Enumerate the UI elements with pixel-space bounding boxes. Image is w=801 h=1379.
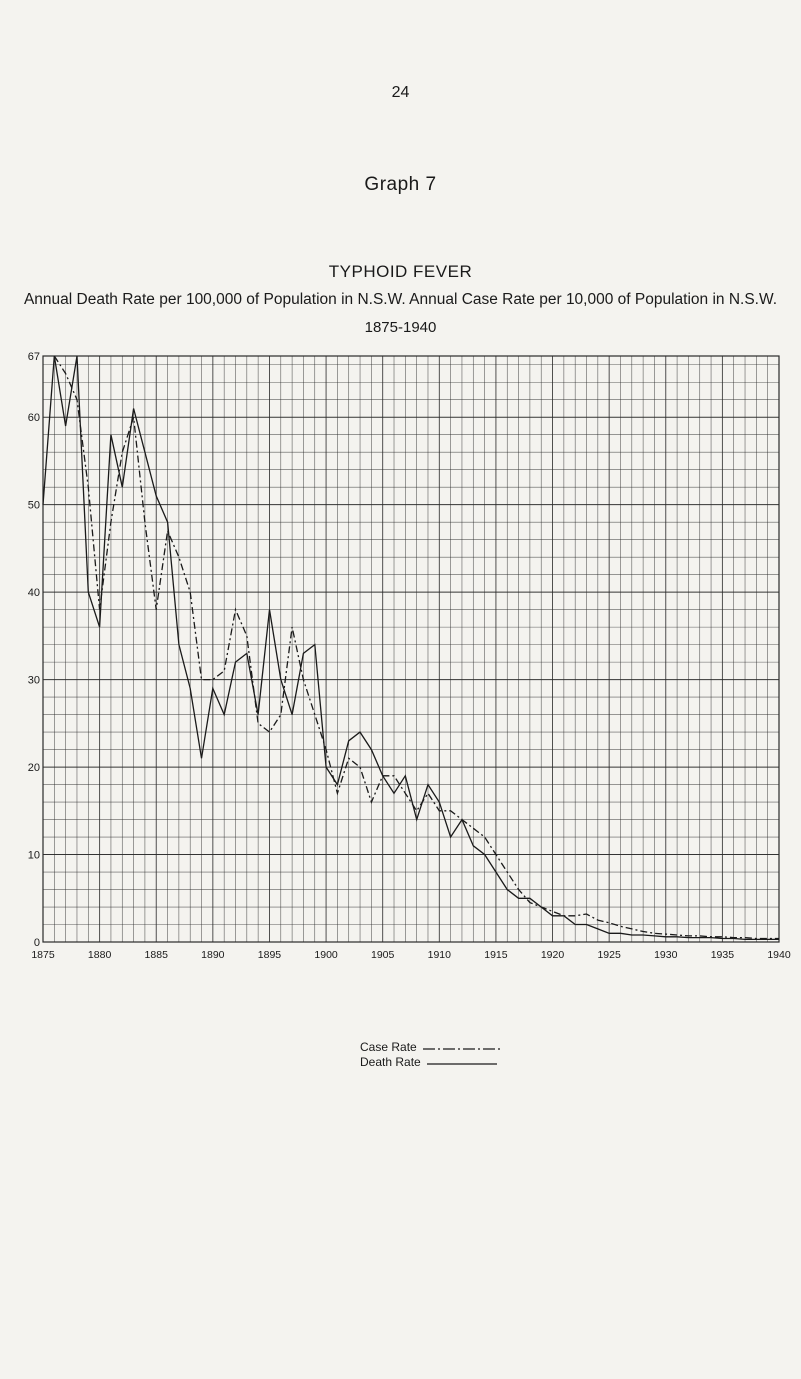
x-tick-label: 1895 — [257, 949, 282, 961]
x-tick-label: 1935 — [710, 949, 735, 961]
x-tick-label: 1940 — [767, 949, 791, 961]
y-tick-label: 50 — [27, 499, 40, 512]
page-number: 24 — [391, 84, 410, 101]
chart-subtitle: Annual Death Rate per 100,000 of Population in N.S.W. Annual Case Rate per 10,000 of Population in N.S.W. — [23, 291, 778, 308]
chart-legend — [360, 1040, 505, 1070]
chart-title: TYPHOID FEVER — [328, 262, 473, 281]
x-tick-label: 1930 — [654, 949, 678, 961]
y-tick-label: 67 — [27, 351, 40, 363]
death-rate-line — [43, 356, 779, 939]
chart-series — [43, 356, 779, 939]
x-tick-label: 1910 — [427, 949, 451, 961]
y-tick-label: 40 — [27, 587, 40, 600]
chart-years: 1875-1940 — [364, 319, 437, 336]
legend-case-swatch — [421, 1044, 505, 1052]
legend-death-swatch — [425, 1059, 499, 1067]
y-tick-label: 0 — [33, 937, 40, 949]
legend-case-label: Case Rate — [360, 1040, 417, 1054]
y-tick-label: 10 — [27, 849, 40, 862]
x-tick-label: 1890 — [201, 949, 225, 961]
x-tick-label: 1925 — [597, 949, 621, 961]
legend-item-death-rate — [360, 1055, 505, 1070]
chart-grid — [43, 356, 779, 942]
x-tick-label: 1885 — [144, 949, 168, 961]
y-tick-label: 20 — [27, 762, 40, 775]
x-tick-label: 1880 — [87, 949, 112, 961]
x-tick-label: 1915 — [484, 949, 508, 961]
x-tick-label: 1920 — [540, 949, 565, 961]
legend-death-label: Death Rate — [360, 1055, 421, 1069]
legend-item-case-rate — [360, 1040, 505, 1055]
x-tick-label: 1900 — [314, 949, 338, 961]
y-tick-label: 30 — [27, 674, 40, 687]
x-tick-label: 1905 — [371, 949, 395, 961]
y-tick-label: 60 — [27, 412, 40, 425]
graph-label: Graph 7 — [364, 174, 437, 195]
x-tick-label: 1875 — [31, 949, 55, 961]
